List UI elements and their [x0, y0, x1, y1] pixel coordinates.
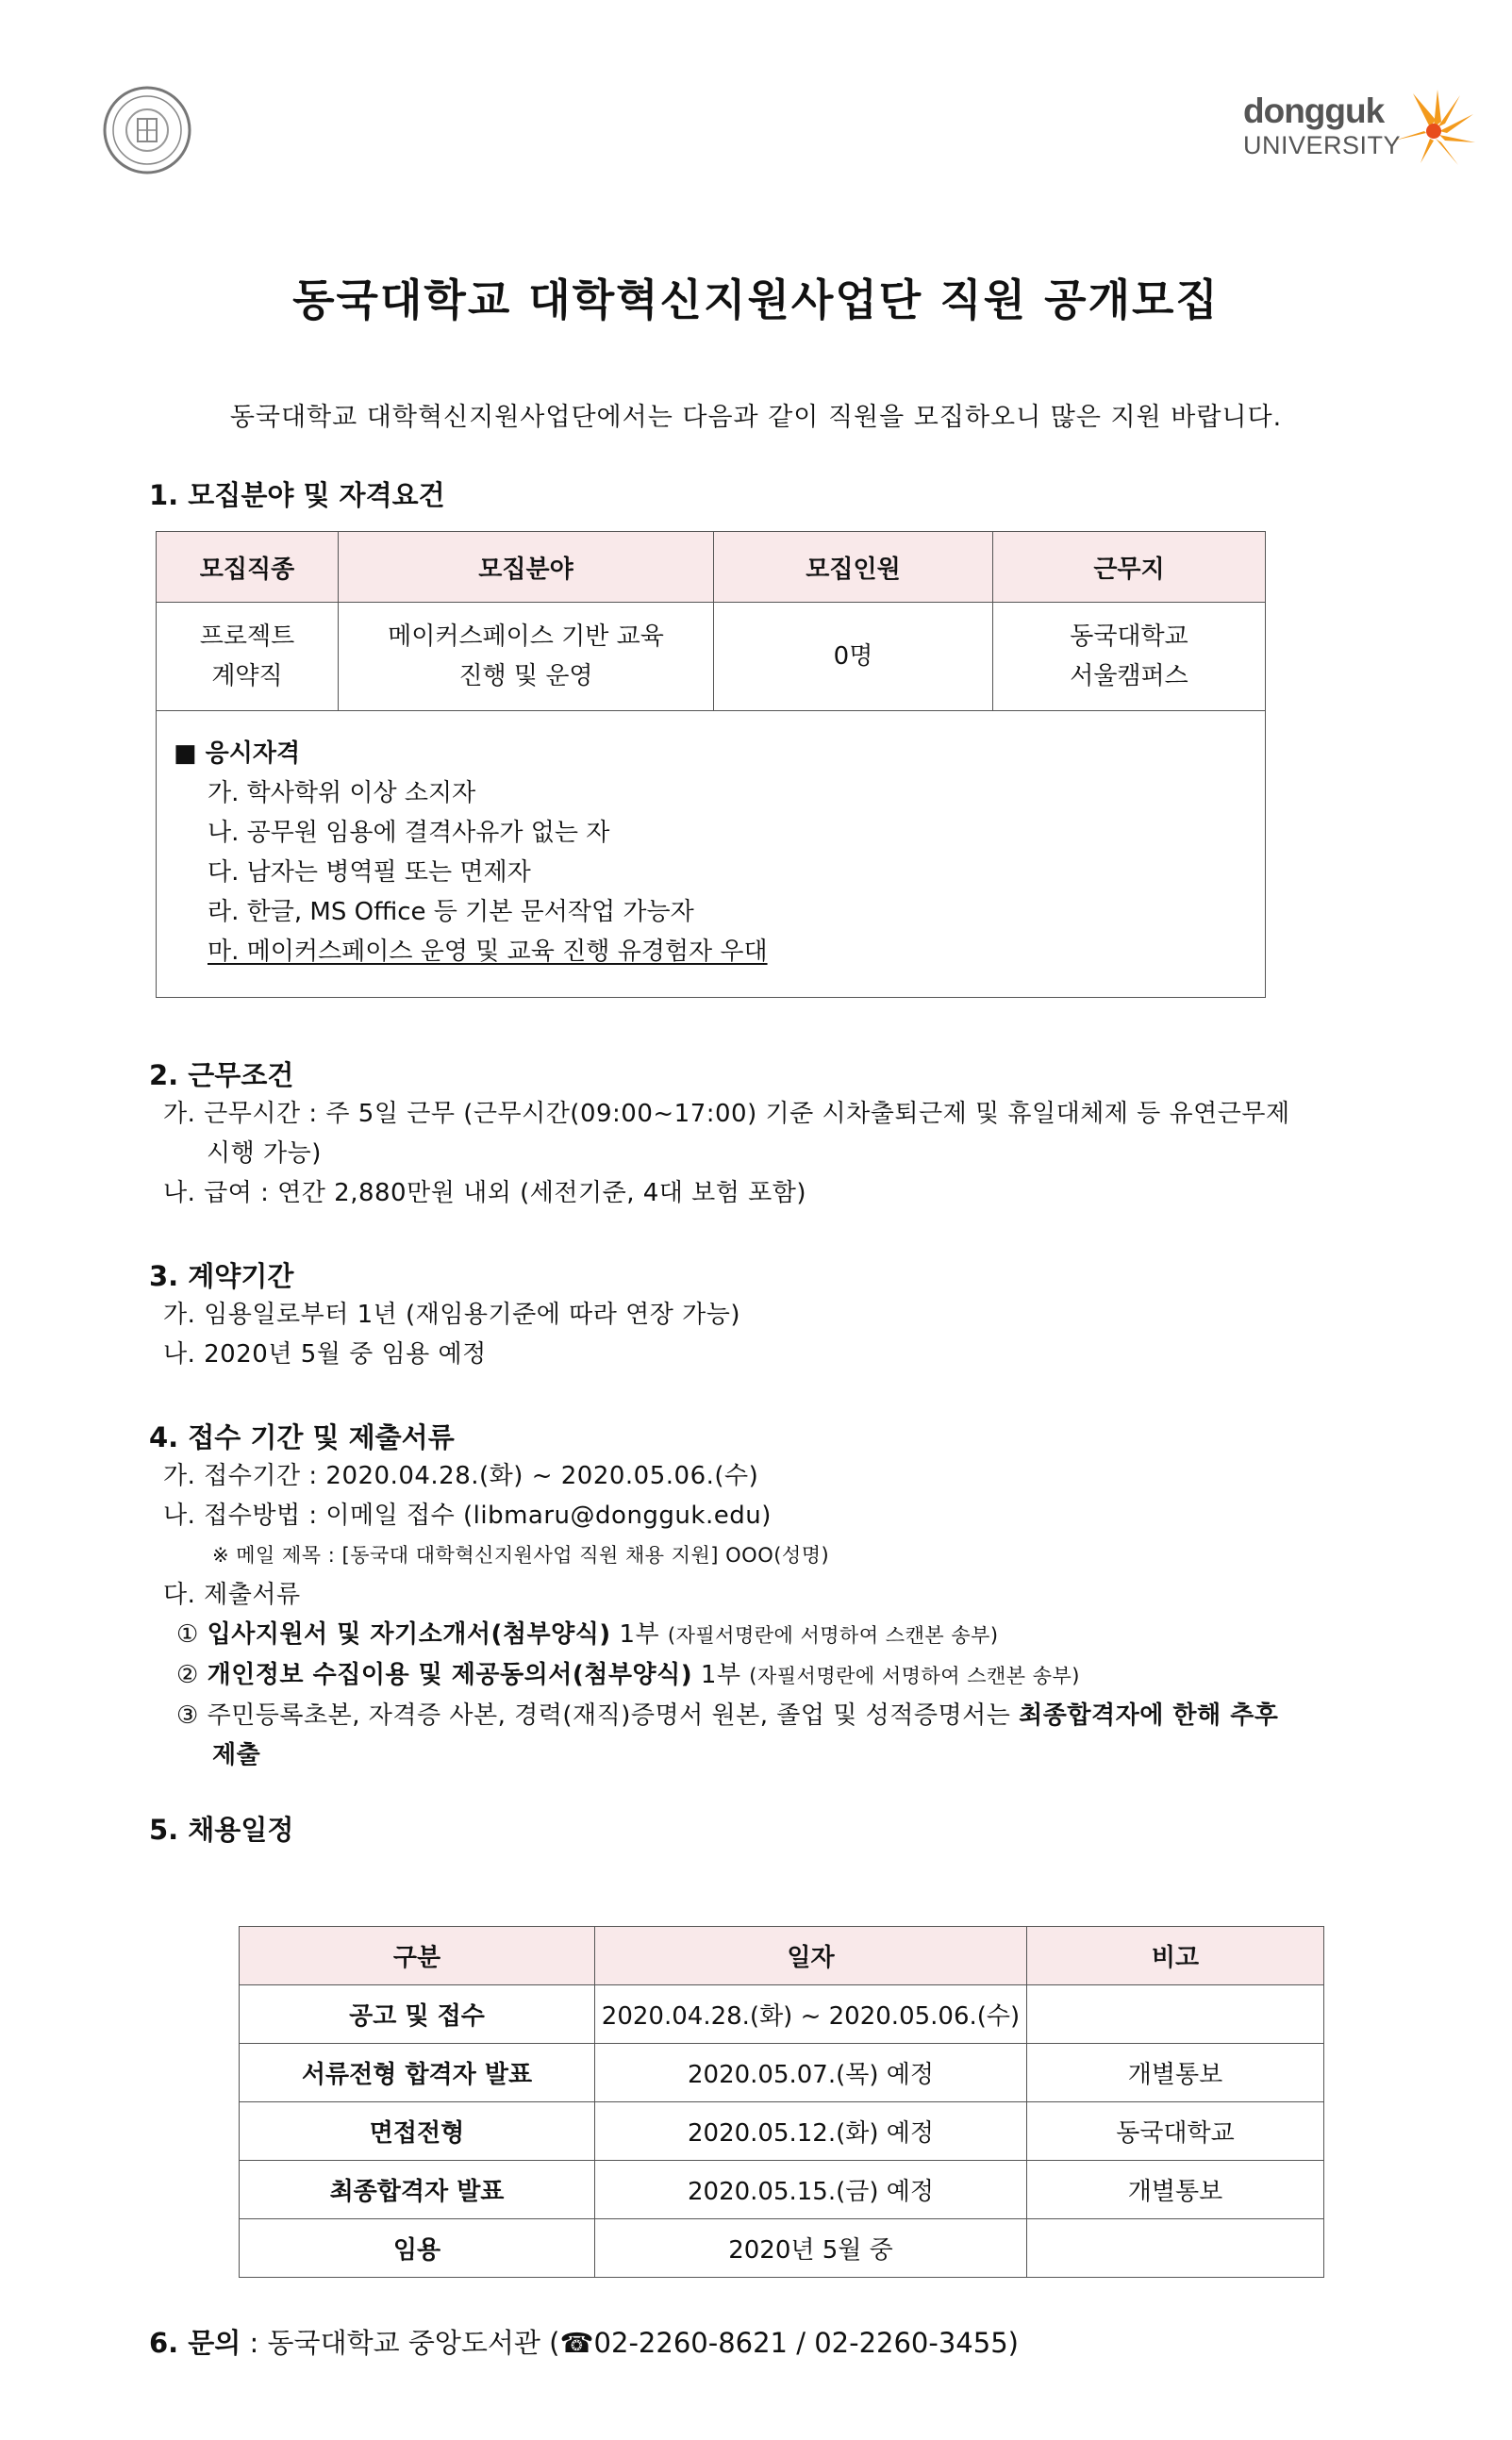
job-type-cell: 프로젝트 계약직	[157, 603, 339, 711]
contract-period: 가. 임용일로부터 1년 (재임용기준에 따라 연장 가능)	[163, 1301, 741, 1329]
document-item: ① 입사지원서 및 자기소개서(첨부양식) 1부 (자필서명란에 서명하여 스캔본 송부)	[176, 1620, 999, 1649]
intro-text: 동국대학교 대학혁신지원사업단에서는 다음과 같이 직원을 모집하오니 많은 지원 바랍니다.	[229, 403, 1283, 432]
section3-heading: 3. 계약기간	[149, 1260, 294, 1292]
recruitment-table	[156, 531, 1266, 998]
start-date: 나. 2020년 5월 중 임용 예정	[163, 1340, 487, 1369]
dongguk-logo	[1243, 90, 1479, 174]
university-seal	[102, 85, 192, 175]
col-field: 모집분야	[339, 532, 714, 603]
table-row: 면접전형 2020.05.12.(화) 예정 동국대학교	[240, 2102, 1324, 2161]
field-cell: 메이커스페이스 기반 교육 진행 및 운영	[339, 603, 714, 711]
table-row: 임용 2020년 5월 중	[240, 2219, 1324, 2278]
col-remark: 비고	[1027, 1927, 1324, 1985]
logo-subtitle: UNIVERSITY	[1243, 131, 1402, 159]
salary: 나. 급여 : 연간 2,880만원 내외 (세전기준, 4대 보험 포함)	[163, 1179, 807, 1207]
contact-text: : 동국대학교 중앙도서관 (	[249, 2327, 560, 2359]
logo-wordmark: dongguk	[1243, 91, 1385, 130]
section1-heading: 1. 모집분야 및 자격요건	[149, 479, 445, 511]
table-row: 공고 및 접수 2020.04.28.(화) ~ 2020.05.06.(수)	[240, 1985, 1324, 2044]
documents-heading: 다. 제출서류	[163, 1581, 301, 1609]
qualification-item: 다. 남자는 병역필 또는 면제자	[208, 858, 531, 887]
application-period: 가. 접수기간 : 2020.04.28.(화) ~ 2020.05.06.(수)	[163, 1462, 759, 1490]
qualification-item: 가. 학사학위 이상 소지자	[208, 779, 476, 807]
table-row: 서류전형 합격자 발표 2020.05.07.(목) 예정 개별통보	[240, 2044, 1324, 2102]
section4-body: 가. 접수기간 : 2020.04.28.(화) ~ 2020.05.06.(수) 나. 접수방법 : 이메일 접수 (libmaru@dongguk.edu) ※ 메일 제목 : [동국대 대학혁신지원사업 직원 채용 지원] OOO(성명) 다. 제출서류 ① 입사지원서 및 자기소개서(첨부양식) 1부 (자필서명란에 서명하여 스캔본 송부) ② 개인정보 수집이용 및 제공동의서(첨부양식) 1부 (자필서명란에 서명하여 스캔본 송부) ③ 주민등록초본, 자격증 사본, 경력(재직)증명서 원본, 졸업 및 성적증명서는 최종합격자에 한해 추후 제출	[163, 1456, 1427, 1775]
contact-phone: ☎02-2260-8621 / 02-2260-3455)	[559, 2327, 1019, 2359]
page-title: 동국대학교 대학혁신지원사업단 직원 공개모집	[292, 274, 1220, 325]
qualifications-cell	[157, 711, 1266, 998]
document-item: ② 개인정보 수집이용 및 제공동의서(첨부양식) 1부 (자필서명란에 서명하여 스캔본 송부)	[176, 1661, 1080, 1689]
col-place: 근무지	[993, 532, 1266, 603]
lotus-flame-icon	[1392, 90, 1477, 165]
document-item: ③ 주민등록초본, 자격증 사본, 경력(재직)증명서 원본, 졸업 및 성적증명서는 최종합격자에 한해 추후	[176, 1701, 1279, 1730]
col-job-type: 모집직종	[157, 532, 339, 603]
table-row: 최종합격자 발표 2020.05.15.(금) 예정 개별통보	[240, 2161, 1324, 2219]
qualification-item: 마. 메이커스페이스 운영 및 교육 진행 유경험자 우대	[208, 938, 768, 966]
place-cell: 동국대학교 서울캠퍼스	[993, 603, 1266, 711]
qualification-item: 나. 공무원 임용에 결격사유가 없는 자	[208, 819, 610, 847]
section3-body	[163, 1295, 1389, 1374]
section5-heading: 5. 채용일정	[149, 1814, 294, 1846]
mail-subject-note: ※ 메일 제목 : [동국대 대학혁신지원사업 직원 채용 지원] OOO(성명)	[212, 1544, 830, 1567]
count-cell: 0명	[714, 603, 993, 711]
col-date: 일자	[595, 1927, 1027, 1985]
section4-heading: 4. 접수 기간 및 제출서류	[149, 1421, 455, 1453]
section2-body: 가. 근무시간 : 주 5일 근무 (근무시간(09:00~17:00) 기준 시차출퇴근제 및 휴일대체제 등 유연근무제 시행 가능) 나. 급여 : 연간 2,880만원 내외 (세전기준, 4대 보험 포함)	[163, 1094, 1427, 1213]
contact-line	[149, 2322, 1019, 2361]
section2-heading: 2. 근무조건	[149, 1059, 294, 1091]
col-category: 구분	[240, 1927, 595, 1985]
qualification-item: 라. 한글, MS Office 등 기본 문서작업 가능자	[208, 898, 694, 926]
col-count: 모집인원	[714, 532, 993, 603]
section6-heading: 6. 문의	[149, 2327, 241, 2359]
qualifications-title: ■ 응시자격	[174, 739, 301, 768]
work-hours: 가. 근무시간 : 주 5일 근무 (근무시간(09:00~17:00) 기준 시차출퇴근제 및 휴일대체제 등 유연근무제	[163, 1100, 1290, 1128]
schedule-table	[239, 1926, 1324, 2278]
application-method: 나. 접수방법 : 이메일 접수 (libmaru@dongguk.edu)	[163, 1502, 772, 1530]
